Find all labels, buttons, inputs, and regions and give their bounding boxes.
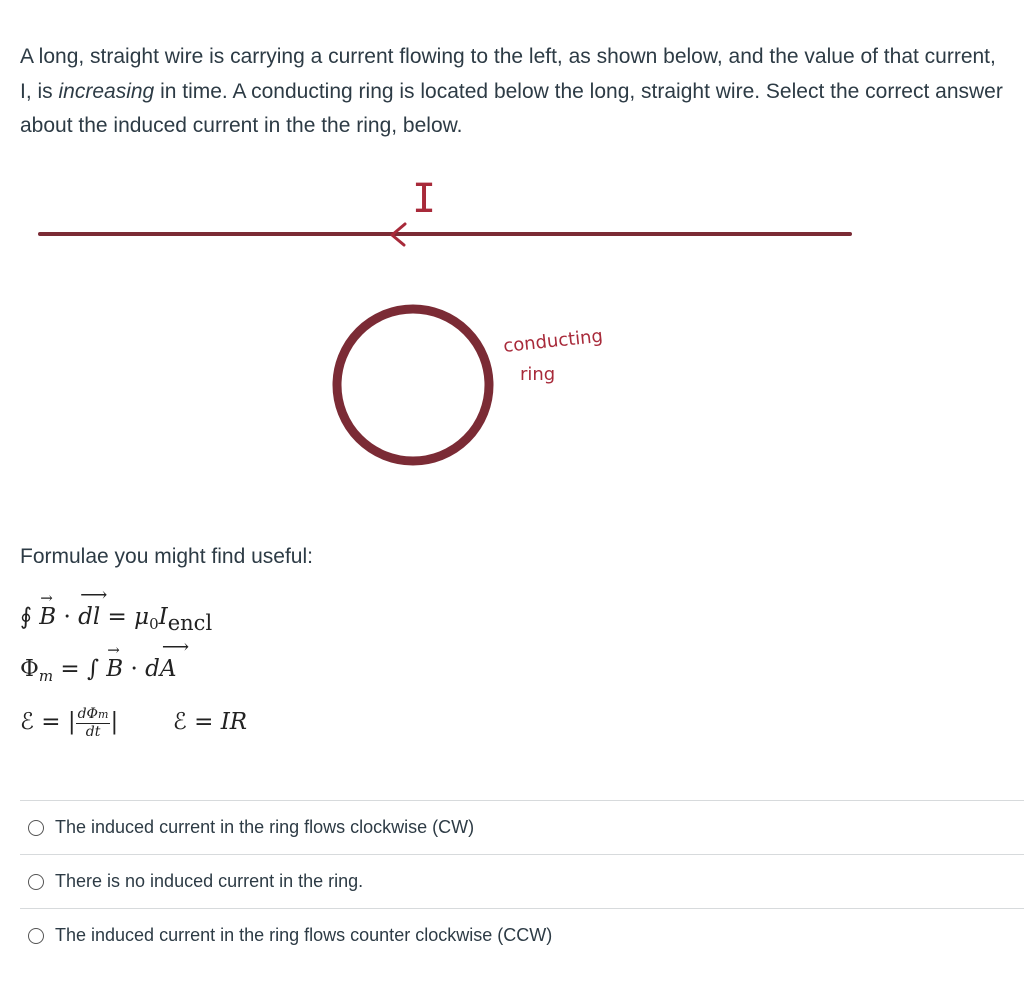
- phi-symbol: Φ: [20, 656, 39, 682]
- dot-operator: ·: [56, 604, 79, 630]
- integral-symbol: ∫: [87, 656, 99, 682]
- answer-options: [20, 800, 1024, 962]
- question-part-2: in time. A conducting ring is located below the long, straight wire. Select the correct answer about the induced current in the the ring, below.: [20, 79, 1003, 137]
- radio-button[interactable]: [28, 874, 44, 890]
- answer-option-label: The induced current in the ring flows clockwise (CW): [55, 817, 475, 837]
- phi-subscript: m: [38, 667, 54, 685]
- ohms-law-ir: IR: [220, 709, 248, 735]
- flux-derivative-fraction: [76, 706, 111, 740]
- dot-operator: ·: [123, 656, 146, 682]
- dl-vector: ⟶ dl: [78, 604, 100, 630]
- answer-option-none[interactable]: [20, 854, 1024, 908]
- b-vector: → B: [39, 604, 56, 630]
- conducting-ring: [337, 309, 489, 461]
- fraction-numerator: dΦ: [77, 706, 99, 722]
- ring-label-line-2: ring: [520, 364, 556, 385]
- abs-open: |: [67, 709, 76, 735]
- emf-symbol: ℰ: [172, 709, 187, 735]
- figure-svg: [0, 160, 1024, 490]
- b-vector: → B: [106, 656, 123, 682]
- question-part-1: A long, straight wire is carrying a current flowing to the left, as shown below, and the value of that current, I, is: [20, 45, 996, 103]
- equals-sign: =: [33, 709, 68, 735]
- answer-option-ccw[interactable]: [20, 908, 1024, 962]
- question-emphasis: increasing: [58, 79, 155, 103]
- radio-button[interactable]: [28, 820, 44, 836]
- formula-emf: [20, 706, 247, 740]
- mu-subscript: 0: [149, 615, 159, 633]
- d-symbol: d: [145, 656, 160, 682]
- encl-subscript: encl: [167, 611, 213, 635]
- current-label: I: [411, 176, 437, 222]
- mu-symbol: μ: [134, 604, 150, 630]
- formulae-title: Formulae you might find useful:: [20, 545, 313, 568]
- question-text: [20, 40, 1010, 144]
- wire-ring-figure: [0, 160, 1024, 490]
- equals-sign: =: [53, 656, 87, 682]
- contour-integral-symbol: ∮: [20, 604, 32, 630]
- answer-option-label: The induced current in the ring flows counter clockwise (CCW): [55, 925, 553, 945]
- radio-button[interactable]: [28, 928, 44, 944]
- abs-close: |: [110, 709, 119, 735]
- emf-symbol: ℰ: [20, 709, 34, 735]
- ring-label-line-1: conducting: [502, 325, 604, 357]
- a-vector: ⟶ A: [160, 656, 177, 682]
- current-symbol: I: [158, 604, 168, 630]
- answer-option-label: There is no induced current in the ring.: [55, 871, 364, 891]
- answer-option-cw[interactable]: [20, 800, 1024, 854]
- equals-sign: =: [100, 604, 135, 630]
- fraction-denominator: dt: [85, 724, 101, 740]
- numerator-subscript: m: [98, 708, 109, 721]
- formula-amperes-law: [20, 604, 212, 635]
- equals-sign: =: [186, 709, 221, 735]
- formula-magnetic-flux: [20, 656, 177, 685]
